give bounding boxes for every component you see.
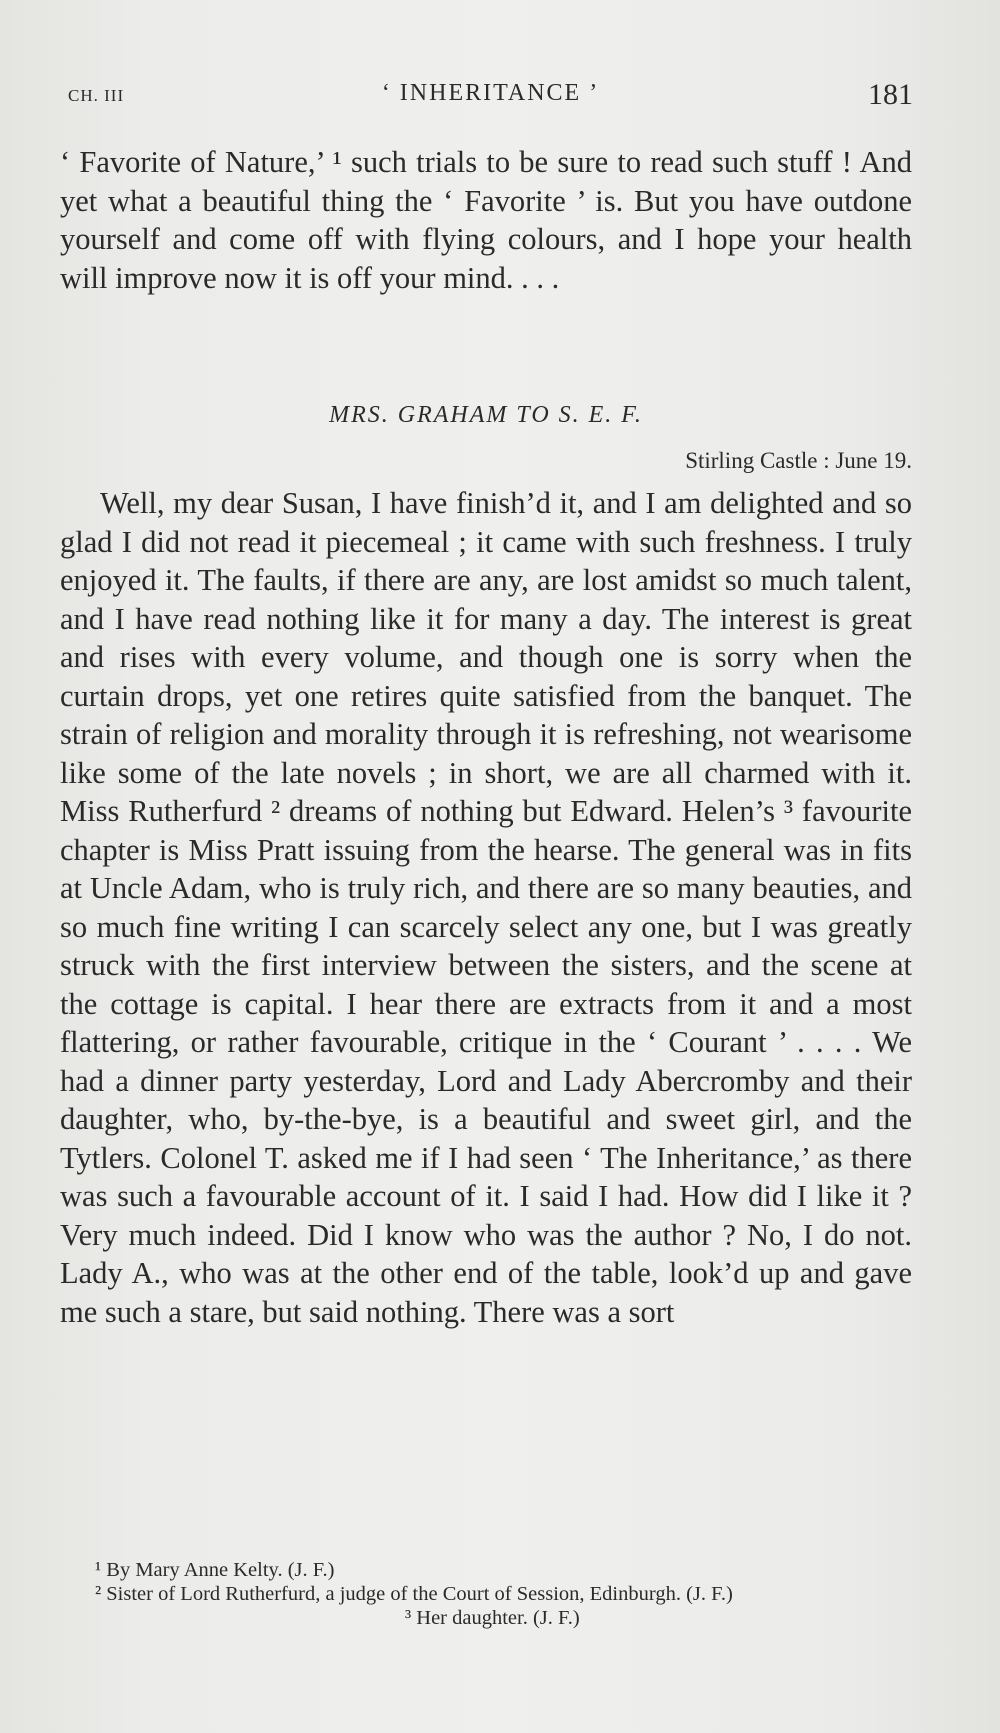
letter-dateline: Stirling Castle : June 19.: [685, 448, 912, 473]
footnote-3: [60, 1606, 912, 1630]
continuation-paragraph: ‘ Favorite of Nature,’ ¹ such trials to be sure to read such stuff ! And yet what a beautiful thing the ‘ Favorite ’ is. But you have outdone yourself and come off with flying colours, and I hope your health will improve now it is off your mind. . . .: [60, 145, 912, 295]
page-number: 181: [868, 78, 913, 111]
letter-heading: MRS. GRAHAM TO S. E. F.: [329, 402, 643, 428]
continuation-block: [60, 143, 912, 297]
footnote-3-text: ³ Her daughter. (J. F.): [405, 1607, 580, 1629]
footnotes: [60, 1558, 912, 1630]
running-head: [68, 78, 913, 114]
letter-block: [60, 484, 912, 1331]
letter-paragraph: Well, my dear Susan, I have finish’d it, and I am delighted and so glad I did not read it piecemeal ; it came with such freshness. I truly enjoyed it. The faults, if there are any, are lost amidst so much talent, and I have read nothing like it for many a day. The interest is great and rises with every volume, and though one is sorry when the curtain drops, yet one retires quite satisfied from the banquet. The strain of religion and morality through it is refreshing, not wearisome like some of the late novels ; in short, we are all charmed with it. Miss Rutherfurd ² dreams of nothing but Edward. Helen’s ³ favourite chapter is Miss Pratt issuing from the hearse. The general was in fits at Uncle Adam, who is truly rich, and there are so many beauties, and so much fine writing I can scarcely select any one, but I was greatly struck with the first interview between the sisters, and the scene at the cottage is capital. I hear there are extracts from it and a most flattering, or rather favourable, critique in the ‘ Courant ’ . . . . We had a dinner party yesterday, Lord and Lady Abercromby and their daughter, who, by-the-bye, is a beautiful and sweet girl, and the Tytlers. Colonel T. asked me if I had seen ‘ The Inheritance,’ as there was such a favourable account of it. I said I had. How did I like it ? Very much indeed. Did I know who was the author ? No, I do not. Lady A., who was at the other end of the table, look’d up and gave me such a stare, but said nothing. There was a sort: [60, 486, 912, 1329]
chapter-label: CH. III: [68, 86, 125, 105]
footnote-1: ¹ By Mary Anne Kelty. (J. F.): [95, 1559, 335, 1581]
running-title: ‘ INHERITANCE ’: [381, 80, 600, 106]
footnote-2: ² Sister of Lord Rutherfurd, a judge of the Court of Session, Edinburgh. (J. F.): [95, 1583, 733, 1605]
